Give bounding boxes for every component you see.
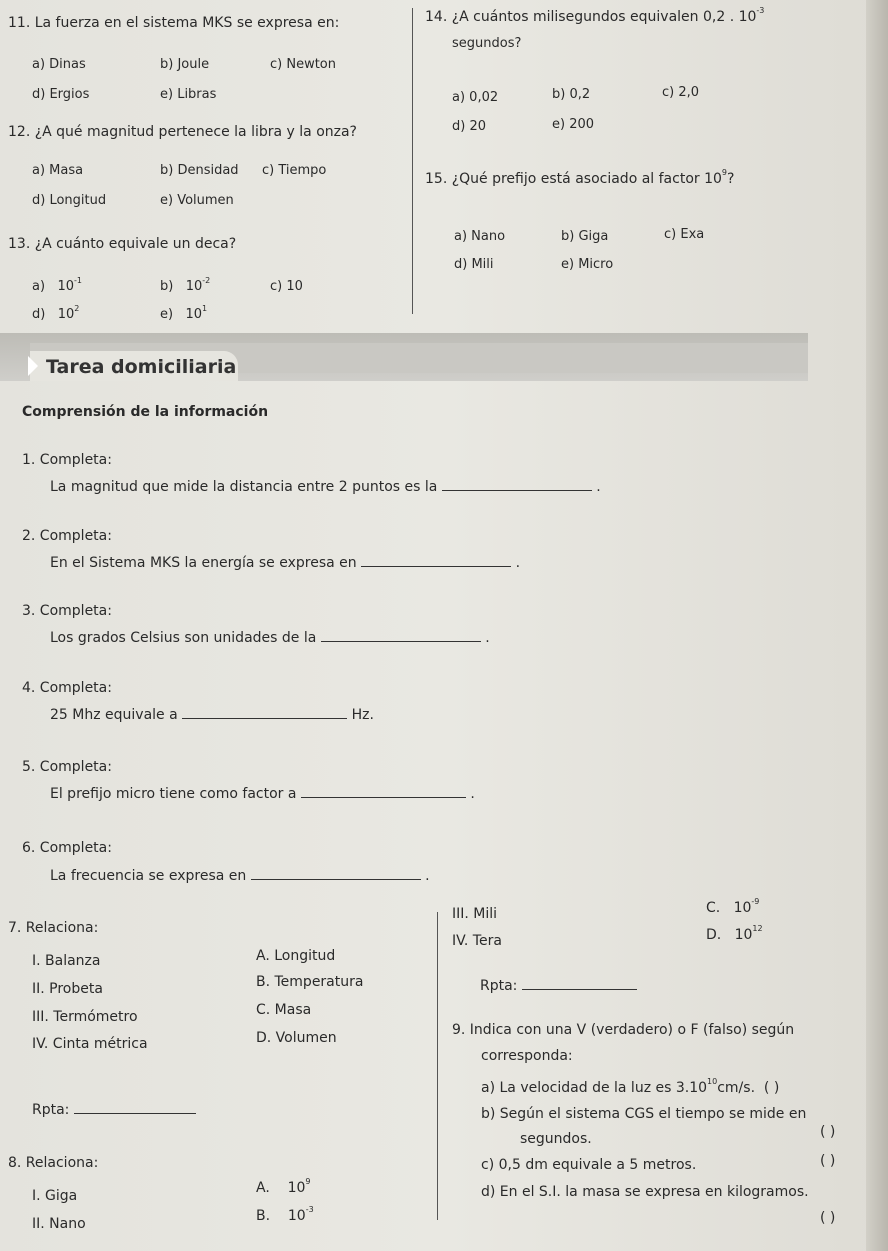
q13-option-d: d) $10^2$ (32, 304, 80, 322)
hw9-item-c: c) 0,5 dm equivale a 5 metros. (481, 1157, 697, 1173)
q13-option-a: a) $10^{-1}$ (32, 276, 82, 294)
hw3-number: 3. Completa: (22, 603, 112, 619)
hw2-number: 2. Completa: (22, 528, 112, 544)
section-title: Tarea domiciliaria (46, 356, 237, 378)
q14-option-b: b) 0,2 (552, 87, 591, 102)
q15-option-e: e) Micro (561, 257, 614, 272)
q15-text: 15. ¿Qué prefijo está asociado al factor $10^9$? (425, 168, 735, 187)
section-subtitle: Comprensión de la información (22, 404, 269, 420)
hw7-number: 7. Relaciona: (8, 920, 99, 936)
page-edge (866, 0, 888, 1251)
hw8-left-2: II. Nano (32, 1216, 86, 1232)
q14-option-c: c) 2,0 (662, 85, 700, 100)
q14-option-e: e) 200 (552, 117, 595, 132)
q15-option-a: a) Nano (454, 229, 506, 244)
hw8-left-1: I. Giga (32, 1188, 78, 1204)
hw5-number: 5. Completa: (22, 759, 112, 775)
hw6-number: 6. Completa: (22, 840, 112, 856)
hw7-left-4: IV. Cinta métrica (32, 1036, 148, 1052)
hw7-right-4: D. Volumen (256, 1030, 337, 1046)
column-divider-top (412, 8, 413, 314)
hw7-left-1: I. Balanza (32, 953, 101, 969)
q15-option-d: d) Mili (454, 257, 494, 272)
hw7-answer: Rpta: (32, 1102, 196, 1118)
hw9-item-a: a) La velocidad de la luz es 3.10$^{10}$cm/s. ( ) (481, 1077, 780, 1096)
hw9-item-c-answer[interactable]: ( ) (820, 1153, 836, 1169)
hw7-cont-left-3: III. Mili (452, 906, 498, 922)
hw7-left-3: III. Termómetro (32, 1009, 138, 1025)
q13-option-c: c) 10 (270, 279, 303, 294)
q12-option-d: d) Longitud (32, 193, 107, 208)
q11-option-d: d) Ergios (32, 87, 90, 102)
hw9-item-d-answer[interactable]: ( ) (820, 1210, 836, 1226)
column-divider-bottom (437, 912, 438, 1220)
hw9-text: 9. Indica con una V (verdadero) o F (falso) según (452, 1022, 795, 1038)
q12-option-a: a) Masa (32, 163, 84, 178)
hw9-item-d: d) En el S.I. la masa se expresa en kilogramos. (481, 1184, 809, 1200)
hw6-statement: La frecuencia se expresa en . (50, 868, 430, 884)
hw4-number: 4. Completa: (22, 680, 112, 696)
hw7-right-2: B. Temperatura (256, 974, 364, 990)
hw7-left-2: II. Probeta (32, 981, 103, 997)
hw7-cont-right-d: D. $10^{12}$ (706, 924, 763, 943)
hw5-statement: El prefijo micro tiene como factor a . (50, 786, 475, 802)
hw8-number: 8. Relaciona: (8, 1155, 99, 1171)
q14-text: 14. ¿A cuántos milisegundos equivalen 0,2 . $10^{-3}$ (425, 6, 765, 25)
q13-text: 13. ¿A cuánto equivale un deca? (8, 236, 237, 252)
hw7-cont-right-c: C. $10^{-9}$ (706, 897, 760, 916)
hw8-right-1: A. $10^9$ (256, 1177, 311, 1196)
q11-option-c: c) Newton (270, 57, 336, 72)
q13-option-b: b) $10^{-2}$ (160, 276, 211, 294)
hw9-item-b-answer[interactable]: ( ) (820, 1124, 836, 1140)
q13-option-e: e) $10^1$ (160, 304, 208, 322)
q15-option-b: b) Giga (561, 229, 609, 244)
hw1-statement: La magnitud que mide la distancia entre 2 puntos es la . (50, 479, 601, 495)
q14-text-line2: segundos? (452, 36, 522, 51)
hw9-item-b-line2: segundos. (520, 1131, 592, 1147)
hw8-right-2: B. $10^{-3}$ (256, 1205, 314, 1224)
hw3-statement: Los grados Celsius son unidades de la . (50, 630, 490, 646)
q12-option-c: c) Tiempo (262, 163, 327, 178)
hw9-text-line2: corresponda: (481, 1048, 573, 1064)
banner-arrow-icon (28, 356, 38, 376)
hw7-cont-left-4: IV. Tera (452, 933, 502, 949)
q12-option-e: e) Volumen (160, 193, 234, 208)
q12-option-b: b) Densidad (160, 163, 239, 178)
hw4-statement: 25 Mhz equivale a Hz. (50, 707, 374, 723)
q12-text: 12. ¿A qué magnitud pertenece la libra y la onza? (8, 124, 357, 140)
hw1-number: 1. Completa: (22, 452, 112, 468)
hw9-item-b: b) Según el sistema CGS el tiempo se mide en (481, 1106, 807, 1122)
q11-option-b: b) Joule (160, 57, 210, 72)
hw7-right-1: A. Longitud (256, 948, 336, 964)
hw7-cont-answer: Rpta: (480, 978, 637, 994)
q14-option-a: a) 0,02 (452, 90, 499, 105)
q11-text: 11. La fuerza en el sistema MKS se expresa en: (8, 15, 340, 31)
q11-option-e: e) Libras (160, 87, 217, 102)
q14-option-d: d) 20 (452, 119, 486, 134)
hw2-statement: En el Sistema MKS la energía se expresa en . (50, 555, 521, 571)
hw7-right-3: C. Masa (256, 1002, 312, 1018)
q11-option-a: a) Dinas (32, 57, 86, 72)
q15-option-c: c) Exa (664, 227, 705, 242)
